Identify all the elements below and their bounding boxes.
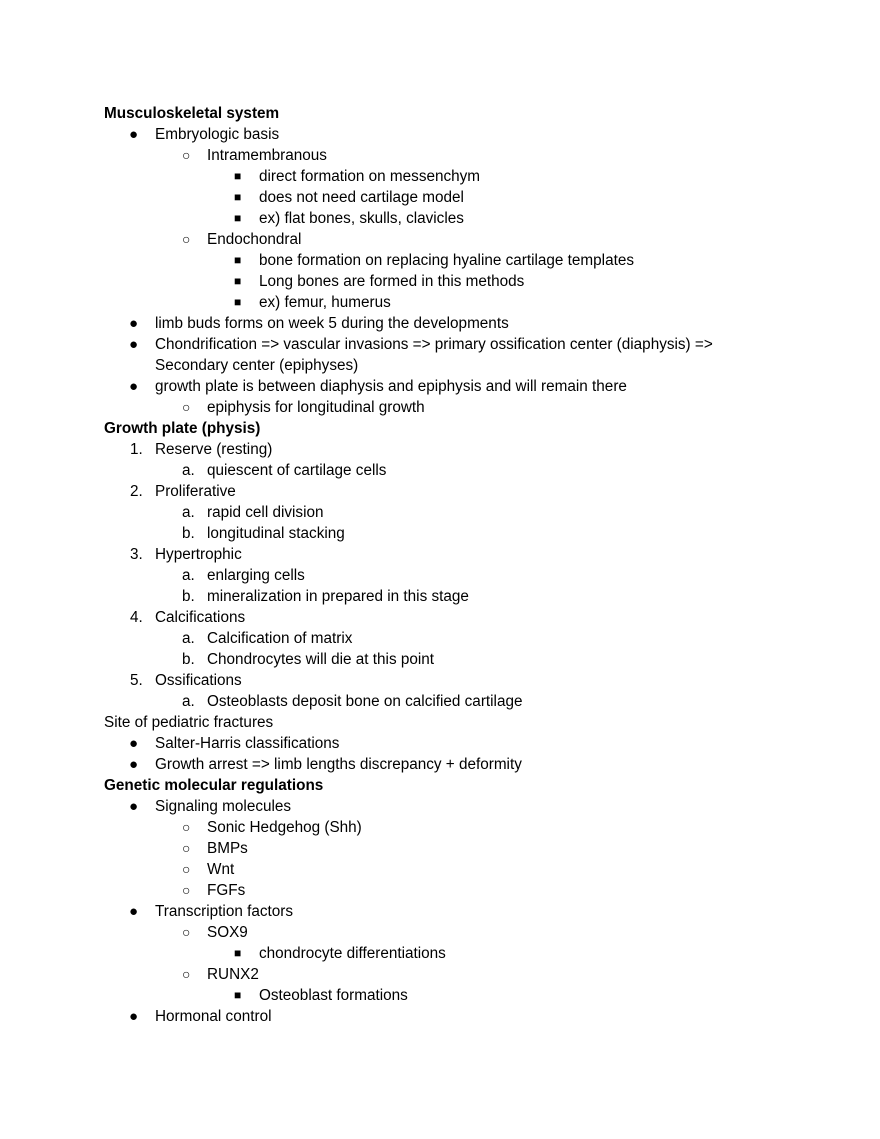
list-letter: a. xyxy=(182,630,195,647)
circle-bullet-icon: ○ xyxy=(182,861,191,877)
bullet-icon: ● xyxy=(129,735,139,752)
circle-bullet-icon: ○ xyxy=(182,840,191,856)
bullet-icon: ● xyxy=(129,315,139,332)
circle-bullet-icon: ○ xyxy=(182,924,191,940)
list-number: 1. xyxy=(130,441,143,458)
bullet-icon: ● xyxy=(129,903,139,920)
list-number: 4. xyxy=(130,609,143,626)
square-bullet-icon: ■ xyxy=(234,211,242,225)
square-bullet-icon: ■ xyxy=(234,253,242,267)
list-number: 2. xyxy=(130,483,143,500)
list-letter: a. xyxy=(182,462,195,479)
square-bullet-icon: ■ xyxy=(234,295,242,309)
bullet-icon: ● xyxy=(129,756,139,773)
list-letter: b. xyxy=(182,651,195,668)
bullet-icon: ● xyxy=(129,798,139,815)
circle-bullet-icon: ○ xyxy=(182,399,191,415)
circle-bullet-icon: ○ xyxy=(182,819,191,835)
circle-bullet-icon: ○ xyxy=(182,231,191,247)
square-bullet-icon: ■ xyxy=(234,169,242,183)
list-letter: a. xyxy=(182,693,195,710)
circle-bullet-icon: ○ xyxy=(182,882,191,898)
list-number: 3. xyxy=(130,546,143,563)
document-page: Musculoskeletal system ● Embryologic basis ○ Intramembranous ■ direct formation on messenchym ■ does not need cartilage model ■ ex) flat bones, skulls, clavicles ○ Endochondral ■ bone formation on replacing hyaline cartilage templates ■ Long bones are formed in this methods ■ ex) femur, humerus ● limb buds forms on week 5 during the developments ● Chondrification => vascular invasions => primary ossification center (diaphysis) => Secondary center (epiphyses) ● growth plate is between diaphysis and epiphysis and will remain there ○ epiphysis for longitudinal growth Growth plate (physis) 1. Reserve (resting) a. quiescent of cartilage cells 2. Proliferative a. rapid cell division b. longitudinal stacking 3. Hypertrophic a. enlarging cells b. mineralization in prepared in this stage 4. Calcifications a. Calcification of matrix b. Chondrocytes will die at this point 5. Ossifications a. Osteoblasts deposit bone on calcified cartilage Site of pediatric fractures ● Salter-Harris classifications ● Growth arrest => limb lengths discrepancy + deformity Genetic molecular regulations ● Signaling molecules ○ Sonic Hedgehog (Shh) ○ BMPs ○ Wnt ○ FGFs ● Transcription factors ○ SOX9 ■ chondrocyte differentiations ○ RUNX2 ■ Osteoblast formations ● Hormonal control xyxy=(104,105,713,1025)
circle-bullet-icon: ○ xyxy=(182,147,191,163)
bullet-icon: ● xyxy=(129,1008,139,1025)
list-letter: a. xyxy=(182,504,195,521)
bullet-icon: ● xyxy=(129,126,139,143)
square-bullet-icon: ■ xyxy=(234,274,242,288)
circle-bullet-icon: ○ xyxy=(182,966,191,982)
list-number: 5. xyxy=(130,672,143,689)
list-letter: b. xyxy=(182,588,195,605)
bullet-icon: ● xyxy=(129,378,139,395)
square-bullet-icon: ■ xyxy=(234,190,242,204)
list-letter: b. xyxy=(182,525,195,542)
list-letter: a. xyxy=(182,567,195,584)
square-bullet-icon: ■ xyxy=(234,946,242,960)
square-bullet-icon: ■ xyxy=(234,988,242,1002)
bullet-icon: ● xyxy=(129,336,139,353)
